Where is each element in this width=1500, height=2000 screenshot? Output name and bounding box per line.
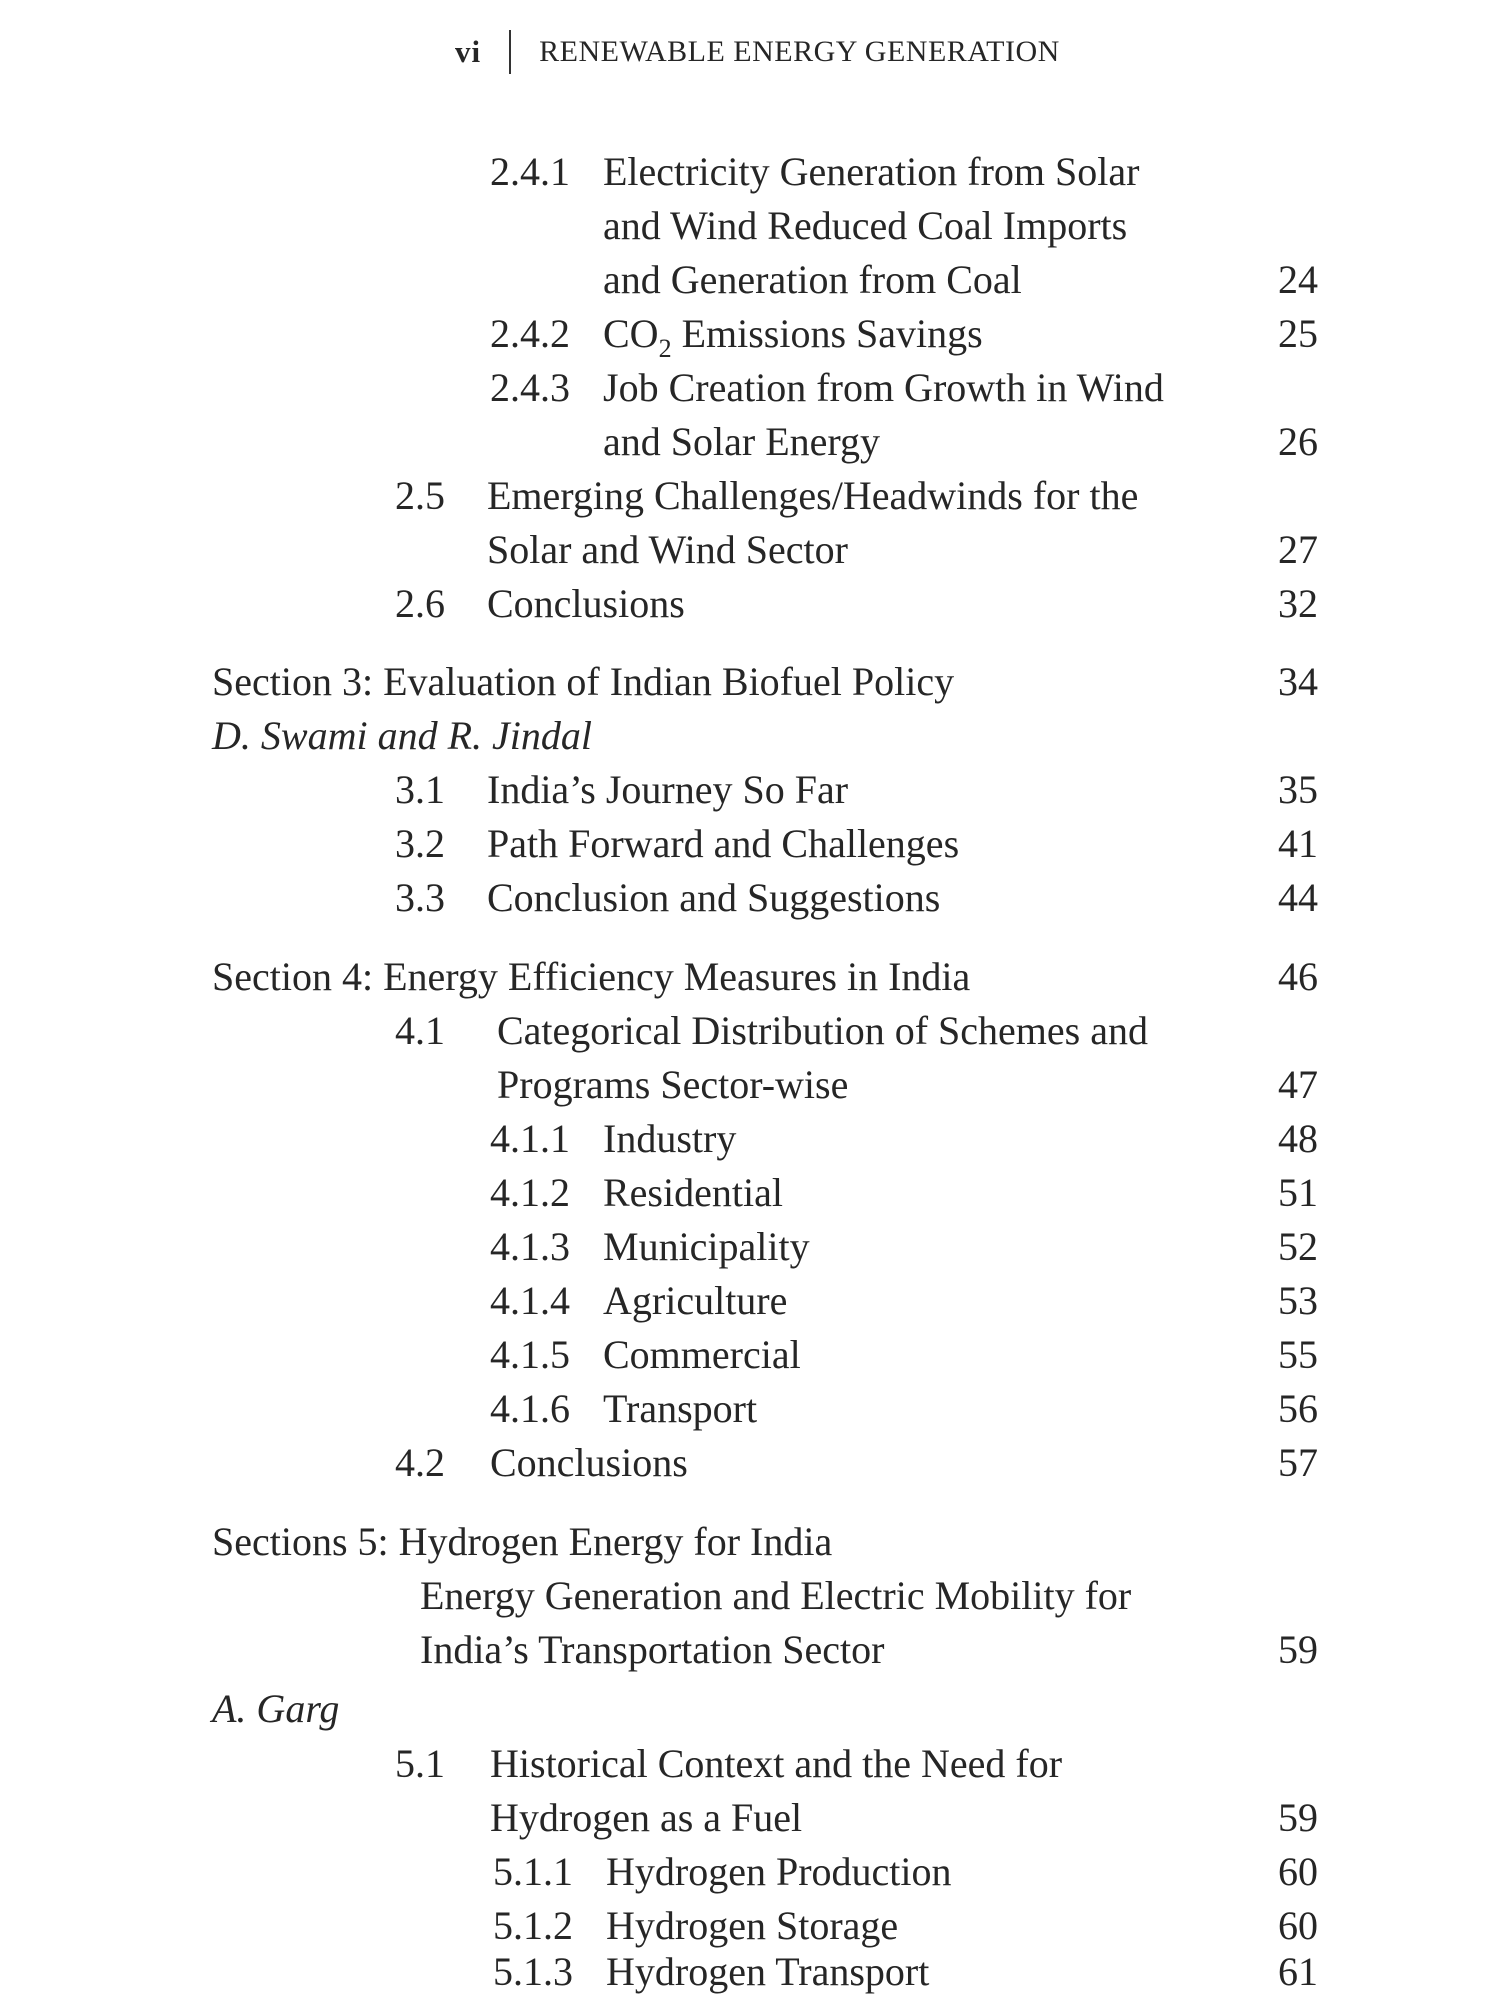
entry-number: 3.3 bbox=[395, 875, 445, 920]
toc-entry-2-4-3 bbox=[0, 361, 1500, 415]
toc-entry-continuation bbox=[0, 199, 1500, 253]
toc-entry-3-3 bbox=[0, 871, 1500, 925]
section-title: India’s Transportation Sector bbox=[420, 1627, 885, 1672]
page-number: 24 bbox=[1278, 257, 1318, 302]
page-number: 32 bbox=[1278, 581, 1318, 626]
entry-title: Conclusions bbox=[490, 1440, 688, 1485]
page-number: 60 bbox=[1278, 1903, 1318, 1948]
entry-title: and Generation from Coal bbox=[603, 257, 1022, 302]
page-number: 34 bbox=[1278, 659, 1318, 704]
toc-entry-4-1-2 bbox=[0, 1166, 1500, 1220]
page-number: 25 bbox=[1278, 311, 1318, 356]
entry-title: Path Forward and Challenges bbox=[487, 821, 960, 866]
entry-title: India’s Journey So Far bbox=[487, 767, 849, 812]
page-number: 41 bbox=[1278, 821, 1318, 866]
entry-title: Historical Context and the Need for bbox=[490, 1741, 1063, 1786]
page-number: 53 bbox=[1278, 1278, 1318, 1323]
entry-title: Solar and Wind Sector bbox=[487, 527, 848, 572]
toc-entry-continuation bbox=[0, 415, 1500, 469]
toc-entry-5-1-1 bbox=[0, 1845, 1500, 1899]
entry-title: Residential bbox=[603, 1170, 783, 1215]
entry-title: and Wind Reduced Coal Imports bbox=[603, 203, 1128, 248]
toc-entry-4-2 bbox=[0, 1436, 1500, 1490]
toc-entry-3-2 bbox=[0, 817, 1500, 871]
page-number: 35 bbox=[1278, 767, 1318, 812]
page-folio: vi bbox=[455, 34, 482, 69]
toc-entry-4-1-1 bbox=[0, 1112, 1500, 1166]
author-names: D. Swami and R. Jindal bbox=[212, 713, 592, 758]
entry-title: Hydrogen Transport bbox=[606, 1949, 930, 1994]
toc-entry-3-1 bbox=[0, 763, 1500, 817]
toc-entry-continuation bbox=[0, 1569, 1500, 1623]
entry-number: 4.1.1 bbox=[490, 1116, 570, 1161]
toc-entry-4-1-3 bbox=[0, 1220, 1500, 1274]
book-title: RENEWABLE ENERGY GENERATION bbox=[539, 35, 1060, 68]
entry-title-rest: Emissions Savings bbox=[671, 311, 983, 356]
page-number: 59 bbox=[1278, 1795, 1318, 1840]
entry-title: Municipality bbox=[603, 1224, 810, 1269]
page-number: 51 bbox=[1278, 1170, 1318, 1215]
entry-number: 5.1 bbox=[395, 1741, 445, 1786]
author-names: A. Garg bbox=[212, 1686, 340, 1731]
entry-title bbox=[603, 307, 983, 366]
page-number: 52 bbox=[1278, 1224, 1318, 1269]
page-number: 47 bbox=[1278, 1062, 1318, 1107]
entry-title: Electricity Generation from Solar bbox=[603, 149, 1140, 194]
entry-title: Transport bbox=[603, 1386, 758, 1431]
entry-number: 4.1 bbox=[395, 1008, 445, 1053]
entry-number: 5.1.3 bbox=[493, 1949, 573, 1994]
toc-entry-4-1 bbox=[0, 1004, 1500, 1058]
entry-title: Job Creation from Growth in Wind bbox=[603, 365, 1164, 410]
entry-number: 3.1 bbox=[395, 767, 445, 812]
section-authors bbox=[0, 709, 1500, 763]
page-number: 44 bbox=[1278, 875, 1318, 920]
entry-number: 4.2 bbox=[395, 1440, 445, 1485]
toc-entry-4-1-6 bbox=[0, 1382, 1500, 1436]
page-number: 27 bbox=[1278, 527, 1318, 572]
page-number: 61 bbox=[1278, 1949, 1318, 1994]
toc-entry-2-4-2 bbox=[0, 307, 1500, 361]
entry-title: Conclusion and Suggestions bbox=[487, 875, 941, 920]
entry-title: Hydrogen Storage bbox=[606, 1903, 899, 1948]
toc-entry-4-1-5 bbox=[0, 1328, 1500, 1382]
subscript-2: 2 bbox=[658, 334, 672, 363]
toc-entry-continuation bbox=[0, 253, 1500, 307]
section-title: Energy Generation and Electric Mobility for bbox=[420, 1573, 1132, 1618]
toc-section-3 bbox=[0, 655, 1500, 709]
section-title: Section 3: Evaluation of Indian Biofuel Policy bbox=[212, 659, 955, 704]
toc-entry-continuation bbox=[0, 523, 1500, 577]
entry-number: 5.1.1 bbox=[493, 1849, 573, 1894]
entry-title: Industry bbox=[603, 1116, 737, 1161]
section-authors bbox=[0, 1682, 1500, 1736]
header-divider bbox=[509, 30, 511, 74]
entry-title: Conclusions bbox=[487, 581, 685, 626]
entry-number: 2.4.1 bbox=[490, 149, 570, 194]
entry-title: Commercial bbox=[603, 1332, 801, 1377]
entry-title: Agriculture bbox=[603, 1278, 788, 1323]
toc-entry-5-1 bbox=[0, 1737, 1500, 1791]
toc-entry-2-6 bbox=[0, 577, 1500, 631]
toc-entry-2-5 bbox=[0, 469, 1500, 523]
page-number: 26 bbox=[1278, 419, 1318, 464]
entry-number: 2.4.2 bbox=[490, 311, 570, 356]
page-number: 46 bbox=[1278, 954, 1318, 999]
page-number: 57 bbox=[1278, 1440, 1318, 1485]
entry-number: 4.1.2 bbox=[490, 1170, 570, 1215]
page-number: 60 bbox=[1278, 1849, 1318, 1894]
entry-number: 4.1.3 bbox=[490, 1224, 570, 1269]
entry-number: 2.5 bbox=[395, 473, 445, 518]
toc-entry-continuation bbox=[0, 1623, 1500, 1677]
toc-section-5 bbox=[0, 1515, 1500, 1569]
running-head bbox=[455, 30, 1060, 74]
entry-number: 3.2 bbox=[395, 821, 445, 866]
page-number: 56 bbox=[1278, 1386, 1318, 1431]
section-title: Sections 5: Hydrogen Energy for India bbox=[212, 1519, 833, 1564]
entry-number: 2.4.3 bbox=[490, 365, 570, 410]
entry-title: Categorical Distribution of Schemes and bbox=[497, 1008, 1148, 1053]
entry-number: 4.1.5 bbox=[490, 1332, 570, 1377]
toc-entry-continuation bbox=[0, 1791, 1500, 1845]
toc-entry-continuation bbox=[0, 1058, 1500, 1112]
page-number: 48 bbox=[1278, 1116, 1318, 1161]
entry-title: Programs Sector-wise bbox=[497, 1062, 849, 1107]
toc-entry-4-1-4 bbox=[0, 1274, 1500, 1328]
entry-title: Hydrogen as a Fuel bbox=[490, 1795, 803, 1840]
toc-section-4 bbox=[0, 950, 1500, 1004]
entry-number: 2.6 bbox=[395, 581, 445, 626]
section-title: Section 4: Energy Efficiency Measures in India bbox=[212, 954, 971, 999]
page-number: 55 bbox=[1278, 1332, 1318, 1377]
entry-title: Emerging Challenges/Headwinds for the bbox=[487, 473, 1139, 518]
entry-number: 4.1.6 bbox=[490, 1386, 570, 1431]
page-number: 59 bbox=[1278, 1627, 1318, 1672]
entry-title-co: CO bbox=[603, 311, 659, 356]
toc-entry-5-1-3 bbox=[0, 1945, 1500, 1999]
entry-number: 5.1.2 bbox=[493, 1903, 573, 1948]
entry-number: 4.1.4 bbox=[490, 1278, 570, 1323]
entry-title: Hydrogen Production bbox=[606, 1849, 952, 1894]
toc-entry-2-4-1 bbox=[0, 145, 1500, 199]
entry-title: and Solar Energy bbox=[603, 419, 880, 464]
